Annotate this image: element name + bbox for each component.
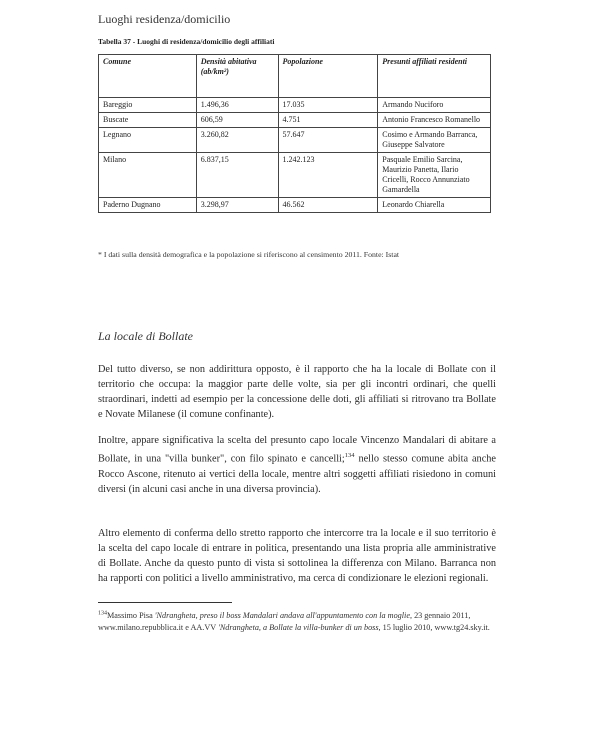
cell-popolazione: 17.035 [278,98,378,113]
table-row [99,198,491,213]
header-densita: Densità abitativa (ab/km²) [196,55,278,98]
cell-affiliati: Armando Nuciforo [378,98,491,113]
paragraph-2 [98,433,496,496]
cell-densita: 1.496,36 [196,98,278,113]
cell-popolazione: 46.562 [278,198,378,213]
cell-densita: 6.837,15 [196,153,278,198]
footnote-reference: 134 [344,452,355,460]
footnote-article-title-1: 'Ndrangheta, preso il boss Mandalari andava all'appuntamento con la moglie [154,611,410,620]
cell-affiliati: Antonio Francesco Romanello [378,113,491,128]
cell-densita: 606,59 [196,113,278,128]
table-caption: Tabella 37 - Luoghi di residenza/domicilio degli affiliati [98,37,275,46]
cell-affiliati: Pasquale Emilio Sarcina, Maurizio Panetta, Ilario Cricelli, Rocco Annunziato Gamardella [378,153,491,198]
footnote-number: 134 [98,610,107,617]
footnote-source-1: , 23 gennaio 2011, www.milano.repubblica.it e AA.VV [98,611,471,632]
footnote [98,610,496,634]
cell-comune: Legnano [99,128,197,153]
cell-affiliati: Leonardo Chiarella [378,198,491,213]
section-heading: Luoghi residenza/domicilio [98,12,231,26]
cell-comune: Paderno Dugnano [99,198,197,213]
header-affiliati: Presunti affiliati residenti [378,55,491,98]
cell-popolazione: 1.242.123 [278,153,378,198]
table-row [99,98,491,113]
paragraph-2-text-start: Inoltre, appare significativa la scelta del presunto capo locale Vincenzo Mandalari di abitare a Bollate, in una "villa bunker", con filo spinato e cancelli; [98,435,496,465]
paragraph-3: Altro elemento di conferma dello stretto rapporto che intercorre tra la locale e il suo territorio è la scelta del capo locale di entrare in politica, presentando una lista propria alle amministrative di Bollate. Anche da questo punto di vista si sottolinea la differenza con Milano. Barranca non ha rapporti con politici a livello amministrativo, ma cerca di condizionare le elezioni regionali. [98,528,496,585]
paragraph-1: Del tutto diverso, se non addirittura opposto, è il rapporto che ha la locale di Bollate con il territorio che occupa: la maggior parte delle volte, sia per gli incontri ordinari, che quelli straordinari, indetti ad esempio per la concessione delle doti, gli affiliati si ritrovano tra Bollate e Novate Milanese (il comune confinante). [98,364,496,421]
table-header-row [99,55,491,98]
footnote-divider [98,602,232,603]
table-row [99,113,491,128]
footnote-source-2: , 15 luglio 2010, www.tg24.sky.it. [378,623,490,632]
header-comune: Comune [99,55,197,98]
subsection-title: La locale di Bollate [98,329,193,343]
table-source-note: * I dati sulla densità demografica e la popolazione si riferiscono al censimento 2011. Fonte: Istat [98,250,400,259]
footnote-author: Massimo Pisa [107,611,155,620]
residence-table [98,54,491,213]
footnote-article-title-2: 'Ndrangheta, a Bollate la villa-bunker di un boss [218,623,379,632]
cell-popolazione: 57.647 [278,128,378,153]
table-row [99,153,491,198]
cell-densita: 3.260,82 [196,128,278,153]
cell-popolazione: 4.751 [278,113,378,128]
table-row [99,128,491,153]
cell-comune: Buscate [99,113,197,128]
cell-comune: Milano [99,153,197,198]
cell-densita: 3.298,97 [196,198,278,213]
paragraph-2-text-end: nello stesso comune abita anche Rocco Ascone, ritenuto ai vertici della locale, mentre altri soggetti affiliati risiedono in comuni diversi (in alcuni casi anche in una diversa provincia). [98,453,496,495]
cell-affiliati: Cosimo e Armando Barranca, Giuseppe Salvatore [378,128,491,153]
cell-comune: Bareggio [99,98,197,113]
header-popolazione: Popolazione [278,55,378,98]
